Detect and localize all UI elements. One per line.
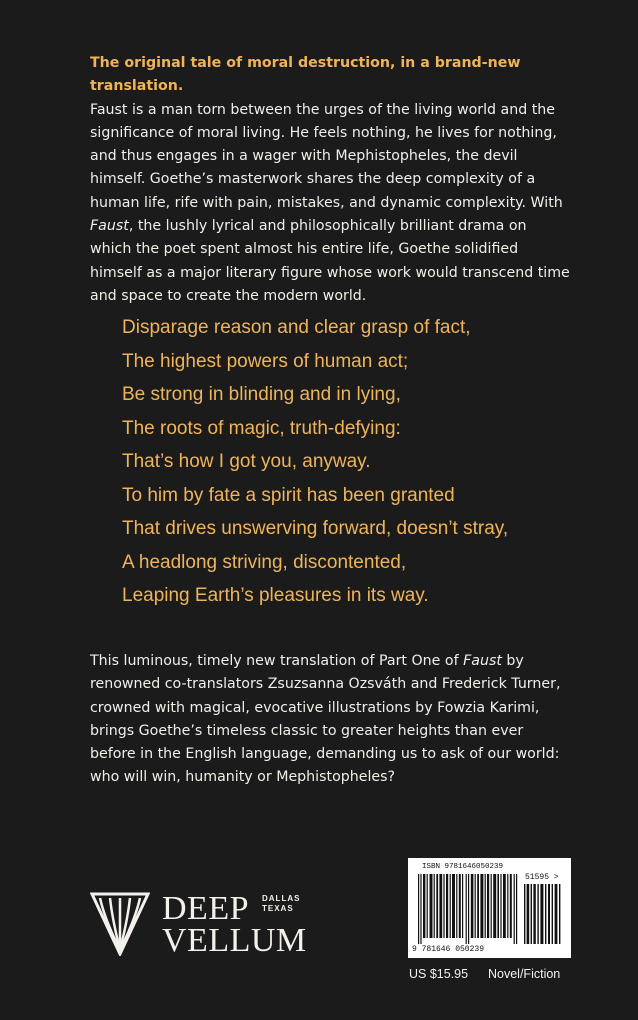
poem-line: The roots of magic, truth-defying:	[122, 417, 401, 439]
poem-line: Disparage reason and clear grasp of fact,	[122, 317, 471, 338]
closing-paragraph	[90, 650, 570, 790]
publisher-logo	[90, 890, 310, 960]
publisher-name-line1: DEEP	[162, 890, 249, 927]
poem-line: Be strong in blinding and in lying,	[122, 384, 401, 405]
blurb-text-b: , the lushly lyrical and philosophically brilliant drama on which the poet spent almost his entire life, Goethe solidified himself as a major literary figure whose work would transcend time and space to create the modern world.	[90, 218, 570, 304]
publisher-location	[262, 894, 300, 914]
blurb-title-faust: Faust	[90, 218, 129, 235]
publisher-emblem-icon	[90, 890, 150, 956]
blurb-text-a: Faust is a man torn between the urges of the living world and the significance of moral living. He feels nothing, he lives for nothing, and thus engages in a wager with Mephistopheles, the devil himself. Goethe’s masterwork shares the deep complexity of a human life, rife with pain, mistakes, and dynamic complexity. With	[90, 101, 563, 211]
publisher-city: DALLAS	[262, 894, 301, 903]
publisher-state: TEXAS	[262, 904, 294, 913]
blurb-lede: The original tale of moral destruction, in a brand-new translation.	[90, 55, 521, 95]
price: US $15.95	[409, 967, 469, 981]
poem-line: To him by fate a spirit has been granted	[122, 484, 455, 506]
isbn-digits: 9 781646 050239	[412, 945, 485, 954]
closing-title-faust: Faust	[463, 653, 502, 669]
poem-line: A headlong striving, discontented,	[122, 551, 407, 573]
genre-category: Novel/Fiction	[488, 967, 561, 981]
poem-line: That’s how I got you, anyway.	[122, 451, 371, 472]
poem-line: The highest powers of human act;	[122, 350, 409, 372]
poem-line: That drives unswerving forward, doesn’t stray,	[122, 518, 509, 539]
poem-excerpt	[122, 311, 562, 613]
poem-line: Leaping Earth’s pleasures in its way.	[122, 585, 429, 606]
publisher-name-line2: VELLUM	[162, 922, 307, 959]
closing-text-b: by renowned co-translators Zsuzsanna Ozsváth and Frederick Turner, crowned with magical, evocative illustrations by Fowzia Karimi, brings Goethe’s timeless classic to greater heights than ever before in the English language, demanding us to ask of our world: who will win, humanity or Mephistopheles?	[90, 653, 561, 786]
barcode-bars	[418, 874, 518, 944]
isbn-label: ISBN 9781646050239	[422, 863, 504, 871]
closing-text-a: This luminous, timely new translation of Part One of	[90, 653, 464, 669]
barcode-addon-bars	[524, 884, 562, 944]
back-cover-blurb	[90, 52, 570, 308]
barcode-addon-number: 51595 >	[525, 873, 559, 882]
isbn-barcode	[408, 858, 571, 958]
